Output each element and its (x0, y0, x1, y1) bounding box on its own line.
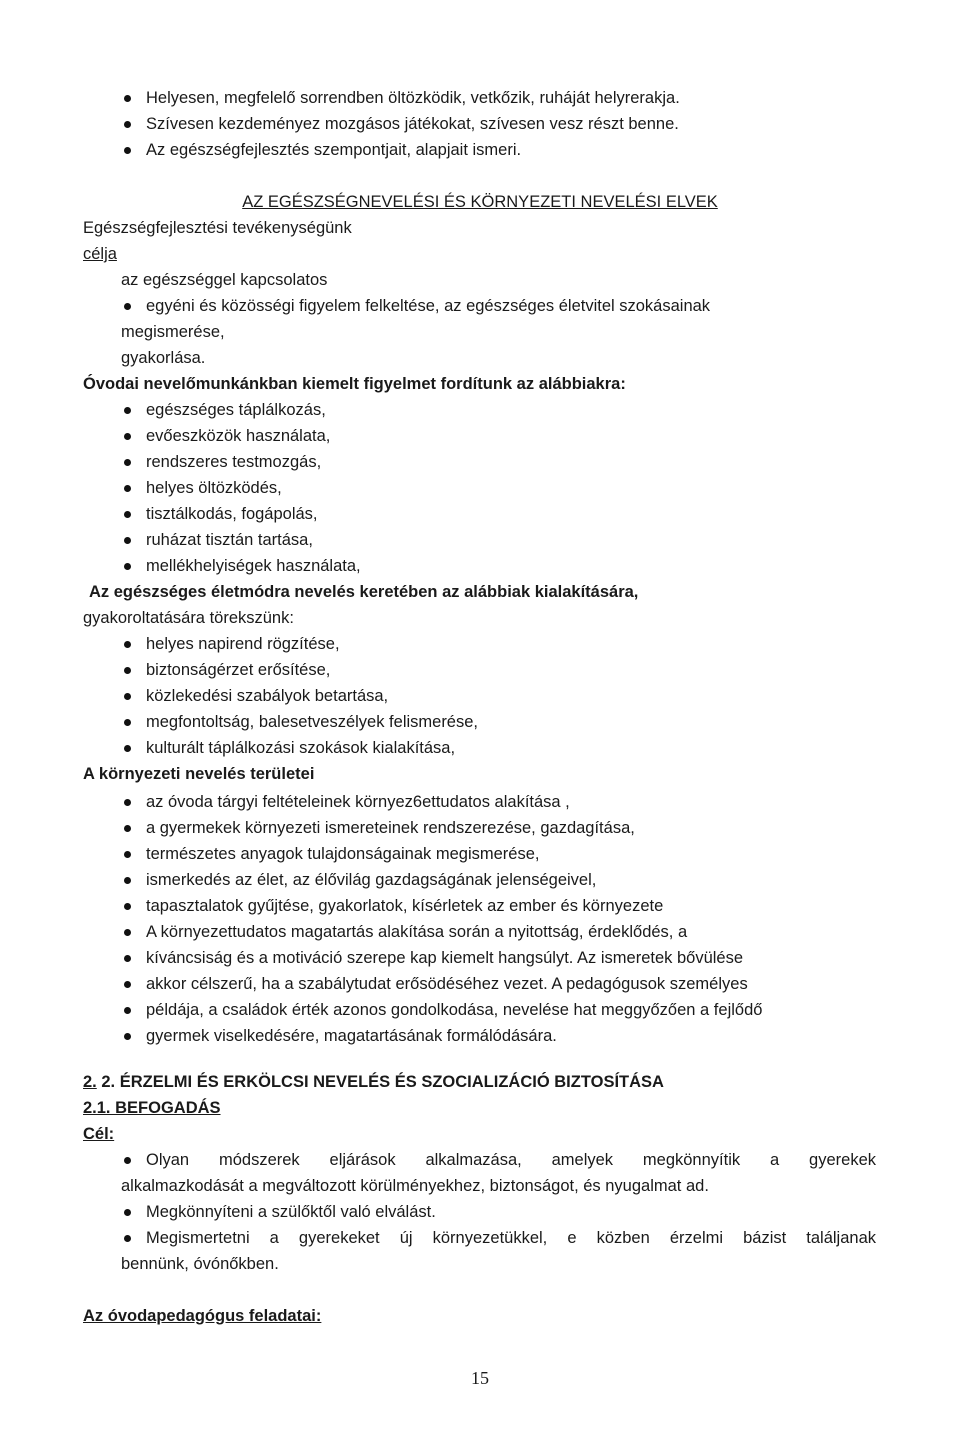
bullet-icon (124, 929, 131, 936)
bullet-icon (124, 667, 131, 674)
paragraph-line: gyakoroltatására törekszünk: (83, 609, 294, 627)
bullet-icon (124, 1007, 131, 1014)
bullet-icon (124, 121, 131, 128)
bullet-icon (124, 537, 131, 544)
list-item: Olyan módszerek eljárások alkalmazása, amelyek megkönnyítik a gyerekek (146, 1151, 876, 1169)
bullet-icon (124, 433, 131, 440)
paragraph-line: megismerése, (121, 323, 225, 341)
env-heading: A környezeti nevelés területei (83, 765, 315, 783)
list-item: Az egészségfejlesztés szempontjait, alapjait ismeri. (146, 141, 522, 159)
paragraph-line: Egészségfejlesztési tevékenységünk (83, 219, 352, 237)
bullet-icon (124, 981, 131, 988)
list-item: kíváncsiság és a motiváció szerepe kap kiemelt hangsúlyt. Az ismeretek bővülése (146, 949, 744, 967)
list-item: tapasztalatok gyűjtése, gyakorlatok, kísérletek az ember és környezete (146, 897, 664, 915)
list-item: evőeszközök használata, (146, 427, 331, 445)
list-item: természetes anyagok tulajdonságainak megismerése, (146, 845, 540, 863)
page-number: 15 (471, 1368, 489, 1388)
bullet-icon (124, 1235, 131, 1242)
list-item: A környezettudatos magatartás alakítása során a nyitottság, érdeklődés, a (146, 923, 688, 941)
list-item: ruházat tisztán tartása, (146, 531, 313, 549)
bullet-icon (124, 877, 131, 884)
section-heading (83, 1072, 664, 1092)
bullet-icon (124, 407, 131, 414)
goal-label: célja (83, 245, 117, 263)
bullet-icon (124, 95, 131, 102)
bullet-icon (124, 303, 131, 310)
list-item: példája, a családok érték azonos gondolkodása, nevelése hat meggyőzően a fejlődő (146, 1001, 763, 1019)
bullet-icon (124, 1157, 131, 1164)
list-item: Megkönnyíteni a szülőktől való elválást. (146, 1203, 436, 1221)
paragraph-line: az egészséggel kapcsolatos (121, 271, 328, 289)
list-item: a gyermekek környezeti ismereteinek rendszerezése, gazdagítása, (146, 819, 635, 837)
list-item: egészséges táplálkozás, (146, 401, 326, 419)
bullet-icon (124, 459, 131, 466)
list-item: biztonságérzet erősítése, (146, 661, 331, 679)
section-title: 2. ÉRZELMI ÉS ERKÖLCSI NEVELÉS ÉS SZOCIALIZÁCIÓ BIZTOSÍTÁSA (101, 1073, 664, 1091)
bullet-icon (124, 719, 131, 726)
bullet-icon (124, 147, 131, 154)
list-item: tisztálkodás, fogápolás, (146, 505, 318, 523)
list-item: rendszeres testmozgás, (146, 453, 322, 471)
list-item: akkor célszerű, ha a szabálytudat erősödéséhez vezet. A pedagógusok személyes (146, 975, 748, 993)
list-item: helyes öltözködés, (146, 479, 282, 497)
bullet-icon (124, 563, 131, 570)
bullet-icon (124, 1033, 131, 1040)
bullet-icon (124, 903, 131, 910)
list-item: Megismertetni a gyerekeket új környezetükkel, e közben érzelmi bázist találjanak (146, 1229, 876, 1247)
list-item: az óvoda tárgyi feltételeinek környez6ettudatos alakítása , (146, 793, 570, 811)
bullet-icon (124, 1209, 131, 1216)
list-item: közlekedési szabályok betartása, (146, 687, 389, 705)
bullet-icon (124, 799, 131, 806)
bullet-icon (124, 851, 131, 858)
goal-label: Cél: (83, 1125, 115, 1143)
list-item: gyermek viselkedésére, magatartásának formálódására. (146, 1027, 557, 1045)
paragraph-line: gyakorlása. (121, 349, 206, 367)
list-item: megfontoltság, balesetveszélyek felismerése, (146, 713, 478, 731)
tasks-heading: Az óvodapedagógus feladatai: (83, 1307, 322, 1325)
bullet-icon (124, 745, 131, 752)
lifestyle-heading: Az egészséges életmódra nevelés keretében az alábbiak kialakítására, (89, 583, 639, 601)
list-item: Helyesen, megfelelő sorrendben öltözködik, vetkőzik, ruháját helyrerakja. (146, 89, 680, 107)
bullet-icon (124, 693, 131, 700)
list-item: egyéni és közösségi figyelem felkeltése, az egészséges életvitel szokásainak (146, 297, 711, 315)
list-item: helyes napirend rögzítése, (146, 635, 340, 653)
paragraph-line: bennünk, óvónőkben. (121, 1255, 279, 1273)
focus-heading: Óvodai nevelőmunkánkban kiemelt figyelmet fordítunk az alábbiakra: (83, 375, 626, 393)
section-number: 2. (83, 1073, 97, 1091)
list-item: mellékhelyiségek használata, (146, 557, 361, 575)
list-item: kulturált táplálkozási szokások kialakítása, (146, 739, 456, 757)
bullet-icon (124, 485, 131, 492)
bullet-icon (124, 955, 131, 962)
paragraph-line: alkalmazkodását a megváltozott körülményekhez, biztonságot, és nyugalmat ad. (121, 1177, 709, 1195)
list-item: Szívesen kezdeményez mozgásos játékokat, szívesen vesz részt benne. (146, 115, 679, 133)
list-item: ismerkedés az élet, az élővilág gazdagságának jelenségeivel, (146, 871, 597, 889)
bullet-icon (124, 511, 131, 518)
subsection-heading: 2.1. BEFOGADÁS (83, 1099, 221, 1117)
section-heading: AZ EGÉSZSÉGNEVELÉSI ÉS KÖRNYEZETI NEVELÉSI ELVEK (242, 193, 718, 211)
bullet-icon (124, 641, 131, 648)
bullet-icon (124, 825, 131, 832)
